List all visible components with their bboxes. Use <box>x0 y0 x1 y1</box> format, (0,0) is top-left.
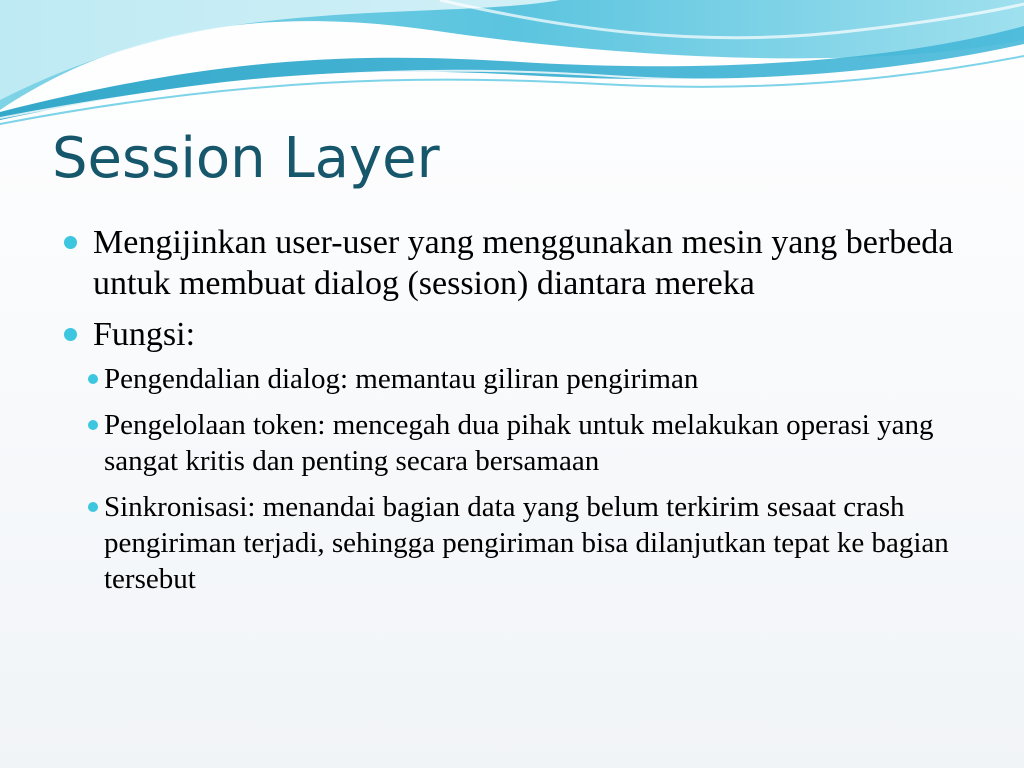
slide-content <box>62 222 982 607</box>
list-item <box>62 314 982 597</box>
sub-bullet-list <box>62 361 982 597</box>
list-item <box>62 361 982 397</box>
sub-bullet-text: Sinkronisasi: menandai bagian data yang belum terkirim sesaat crash pengiriman terjadi, sehingga pengiriman bisa dilanjutkan tepat ke bagian tersebut <box>104 491 949 595</box>
list-item <box>62 222 982 304</box>
sub-bullet-dot-icon <box>88 374 98 384</box>
sub-bullet-text: Pengelolaan token: mencegah dua pihak untuk melakukan operasi yang sangat kritis dan penting secara bersamaan <box>104 409 934 477</box>
bullet-dot-icon <box>64 236 77 249</box>
sub-bullet-dot-icon <box>88 502 98 512</box>
list-item <box>62 407 982 479</box>
slide-title: Session Layer <box>52 126 440 191</box>
bullet-dot-icon <box>64 328 77 341</box>
header-wave-decoration <box>0 0 1024 130</box>
sub-bullet-text: Pengendalian dialog: memantau giliran pengiriman <box>104 363 699 395</box>
bullet-text: Mengijinkan user-user yang menggunakan mesin yang berbeda untuk membuat dialog (session) diantara mereka <box>93 224 954 302</box>
sub-bullet-dot-icon <box>88 420 98 430</box>
bullet-text: Fungsi: <box>93 316 196 353</box>
list-item <box>62 489 982 597</box>
bullet-list <box>62 222 982 597</box>
